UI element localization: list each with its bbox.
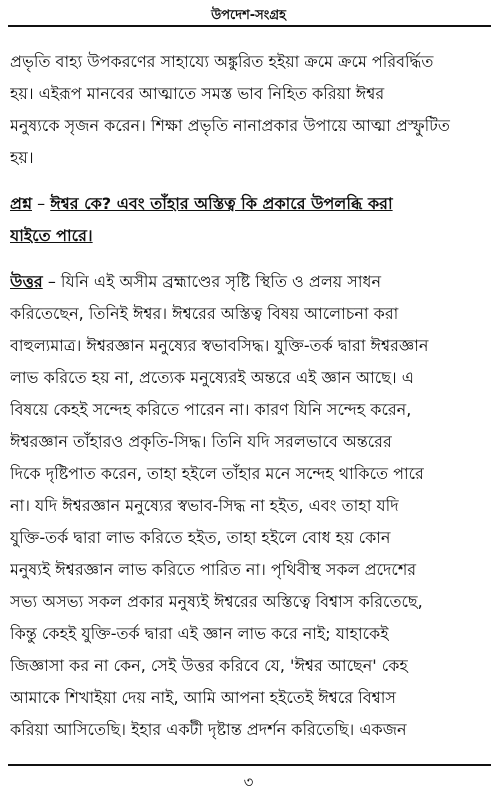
answer-line: মনুষ্যই ঈশ্বরজ্ঞান লাভ করিতে পারিত না। পৃথিবীস্থ সকল প্রদেশের (10, 560, 417, 579)
answer-line: করিতেছেন, তিনিই ঈশ্বর। ঈশ্বরের অস্তিত্ব বিষয় আলোচনা করা (10, 304, 399, 323)
answer-line: লাভ করিতে হয় না, প্রত্যেক মনুষ্যেরই অন্তরে এই জ্ঞান আছে। এ (10, 368, 414, 387)
body-text (10, 46, 480, 746)
page-number: ৩ (243, 773, 254, 791)
answer-dash: – (47, 272, 56, 291)
answer-line (10, 266, 480, 298)
header-rule (8, 25, 491, 27)
answer-line: বাহুল্যমাত্র। ঈশ্বরজ্ঞান মনুষ্যের স্বভাবসিদ্ধ। যুক্তি-তর্ক দ্বারা ঈশ্বরজ্ঞান (10, 336, 429, 355)
answer-line: আমাকে শিখাইয়া দেয় নাই, আমি আপনা হইতেই ঈশ্বরে বিশ্বাস (10, 688, 396, 707)
answer-line: জিজ্ঞাসা কর না কেন, সেই উত্তর করিবে যে, 'ঈশ্বর আছেন' কেহ (10, 656, 408, 675)
paragraph-line: হয়। এইরূপ মানবের আত্মাতে সমস্ত ভাব নিহিত করিয়া ঈশ্বর (10, 84, 385, 103)
paragraph-line: হয়। (10, 148, 34, 167)
question-text: যাইতে পারে। (10, 226, 93, 245)
question-line (10, 220, 480, 252)
answer-text: যিনি এই অসীম ব্রহ্মাণ্ডের সৃষ্টি স্থিতি ও প্রলয় সাধন (60, 272, 382, 291)
answer-line: বিষয়ে কেহই সন্দেহ করিতে পারেন না। কারণ যিনি সন্দেহ করেন, (10, 400, 412, 419)
answer-term: উত্তর (10, 272, 43, 291)
question-term: প্রশ্ন (10, 194, 33, 213)
paragraph-line: মনুষ্যকে সৃজন করেন। শিক্ষা প্রভৃতি নানাপ্রকার উপায়ে আত্মা প্রস্ফুটিত (10, 116, 450, 135)
answer-line: যুক্তি-তর্ক দ্বারা লাভ করিতে হইত, তাহা হইলে বোধ হয় কোন (10, 528, 391, 547)
running-head: উপদেশ-সংগ্রহ (211, 8, 286, 23)
answer-line: দিকে দৃষ্টিপাত করেন, তাহা হইলে তাঁহার মনে সন্দেহ থাকিতে পারে (10, 464, 424, 483)
question-text: ঈশ্বর কে? এবং তাঁহার অস্তিত্ব কি প্রকারে উপলব্ধি করা (50, 194, 393, 213)
answer-line: কিন্তু কেহই যুক্তি-তর্ক দ্বারা এই জ্ঞান লাভ করে নাই; যাহাকেই (10, 624, 389, 643)
answer-line: না। যদি ঈশ্বরজ্ঞান মনুষ্যের স্বভাব-সিদ্ধ না হইত, এবং তাহা যদি (10, 496, 399, 515)
answer-line: করিয়া আসিতেছি। ইহার একটী দৃষ্টান্ত প্রদর্শন করিতেছি। একজন (10, 720, 407, 739)
paragraph-line: প্রভৃতি বাহ্য উপকরণের সাহায্যে অঙ্কুরিত হইয়া ক্রমে ক্রমে পরিবর্দ্ধিত (10, 52, 434, 71)
question-line (10, 188, 480, 220)
footer-rule (8, 764, 491, 766)
answer-line: ঈশ্বরজ্ঞান তাঁহারও প্রকৃতি-সিদ্ধ। তিনি যদি সরলভাবে অন্তরের (10, 432, 392, 451)
answer-line: সভ্য অসভ্য সকল প্রকার মনুষ্যই ঈশ্বরের অস্তিত্বে বিশ্বাস করিতেছে, (10, 592, 423, 611)
question-dash: – (37, 194, 46, 213)
